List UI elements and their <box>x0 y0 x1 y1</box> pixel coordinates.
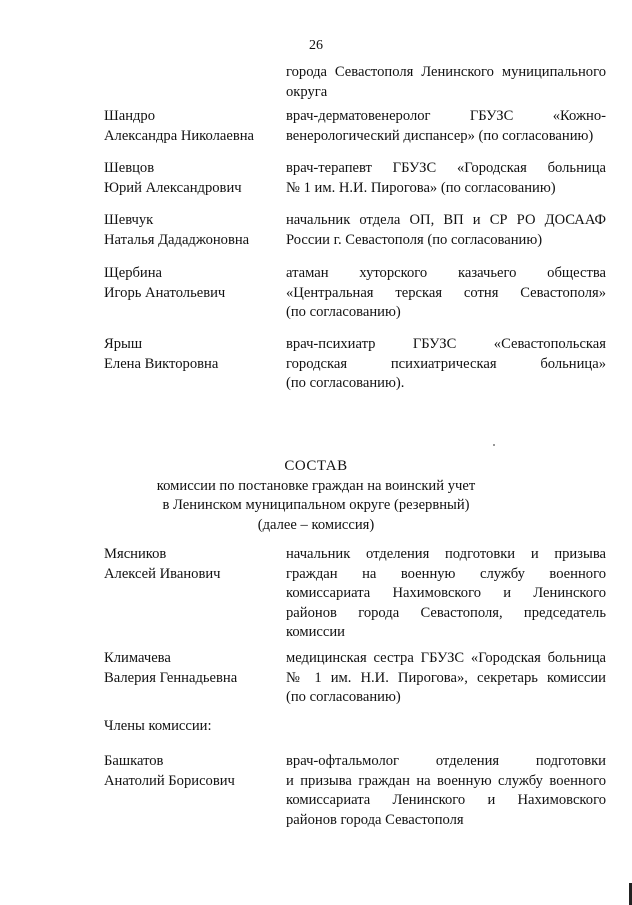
section-subtitle-line: (далее – комиссия) <box>257 516 375 533</box>
section-title: СОСТАВ <box>284 458 348 474</box>
role-line: комиссии <box>286 624 345 640</box>
role-line: городская психиатрическая больница» <box>286 355 606 372</box>
member-name: Ярыш Елена Викторовна <box>104 336 219 372</box>
member-name: Климачева Валерия Геннадьевна <box>104 650 238 686</box>
section-subtitle-line: комиссии по постановке граждан на воинский учет <box>156 477 476 494</box>
role-line: (по согласованию) <box>286 689 401 705</box>
role-line: врач-дерматовенеролог ГБУЗС «Кожно- <box>286 108 606 124</box>
role-line: районов города Севастополя <box>286 811 464 828</box>
role-line: комиссариата Нахимовского и Ленинского <box>286 585 606 601</box>
role-line: районов города Севастополя, председатель <box>286 604 606 621</box>
member-role <box>286 335 606 394</box>
member-role <box>286 159 606 198</box>
role-line: № 1 им. Н.И. Пирогова» (по согласованию) <box>286 179 556 196</box>
role-line: начальник отделения подготовки и призыва <box>286 546 606 562</box>
member-role <box>286 545 606 643</box>
role-line: (по согласованию). <box>286 375 405 391</box>
member-role <box>286 211 606 250</box>
member-role <box>286 264 606 323</box>
scan-speck <box>493 444 495 446</box>
continuation-text <box>286 63 606 102</box>
members-label: Члены комиссии: <box>104 718 212 734</box>
role-line: «Центральная терская сотня Севастополя» <box>286 284 606 301</box>
role-line: врач-офтальмолог отделения подготовки <box>286 753 606 769</box>
member-name: Башкатов Анатолий Борисович <box>104 753 235 789</box>
role-line: начальник отдела ОП, ВП и СР РО ДОСААФ <box>286 212 606 228</box>
member-role <box>286 752 606 830</box>
continuation-line: округа <box>286 83 328 100</box>
role-line: врач-терапевт ГБУЗС «Городская больница <box>286 160 606 176</box>
member-name: Шандро Александра Николаевна <box>104 108 255 144</box>
continuation-line: города Севастополя Ленинского муниципального <box>286 64 606 80</box>
role-line: и призыва граждан на военную службу военного <box>286 772 606 789</box>
role-line: граждан на военную службу военного <box>286 565 606 582</box>
member-name: Шевцов Юрий Александрович <box>104 160 242 196</box>
member-name: Шевчук Наталья Дададжоновна <box>104 212 250 248</box>
member-role <box>286 107 606 146</box>
member-name: Мясников Алексей Иванович <box>104 546 221 582</box>
member-name: Щербина Игорь Анатольевич <box>104 265 226 301</box>
section-subtitle-line: в Ленинском муниципальном округе (резервный) <box>162 497 470 513</box>
role-line: атаман хуторского казачьего общества <box>286 265 606 281</box>
role-line: № 1 им. Н.И. Пирогова», секретарь комиссии <box>286 669 606 686</box>
member-role <box>286 649 606 708</box>
role-line: венерологический диспансер» (по согласованию) <box>286 127 594 144</box>
role-line: России г. Севастополя (по согласованию) <box>286 231 543 248</box>
section-heading <box>0 457 632 535</box>
role-line: врач-психиатр ГБУЗС «Севастопольская <box>286 336 606 352</box>
role-line: (по согласованию) <box>286 304 401 320</box>
role-line: медицинская сестра ГБУЗС «Городская больница <box>286 650 606 666</box>
role-line: комиссариата Ленинского и Нахимовского <box>286 792 606 808</box>
page-number: 26 <box>309 38 323 53</box>
